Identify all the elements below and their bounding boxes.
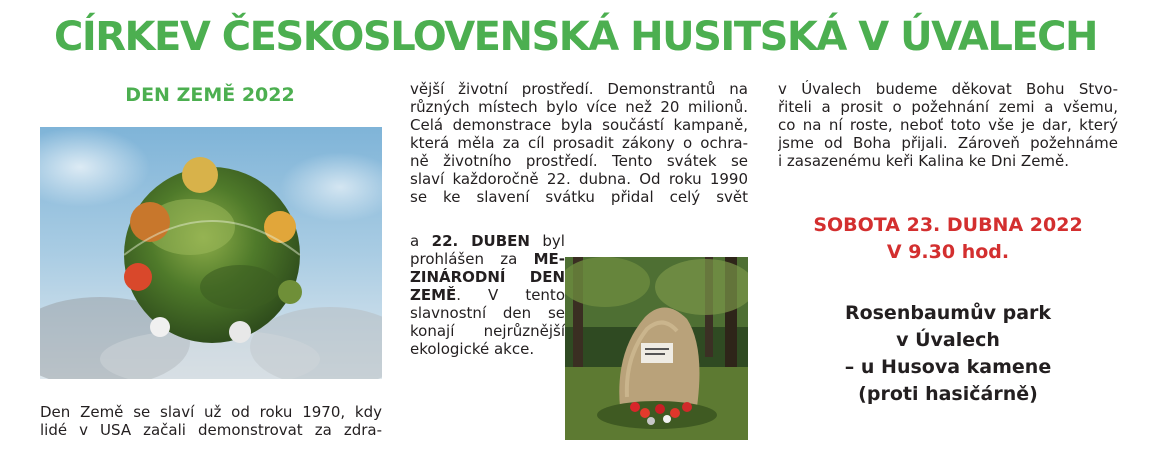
event-place [778,300,1118,408]
text-line: v Úvalech budeme děkovat Bohu Stvo- [778,80,1118,98]
text-line: Celá demonstrace byla součástí kampaně, [410,116,748,134]
text-line: prohlášen za ME- [410,250,565,268]
highlight-title: ZINÁRODNÍ DEN [410,268,565,286]
text-line: lidé v USA začali demonstrovat za zdra- [40,421,382,439]
place-line: v Úvalech [896,329,1000,351]
text-line: slaví každoročně 22. dubna. Od roku 1990 [410,170,748,188]
text-line: vější životní prostředí. Demonstrantů na [410,80,748,98]
article-wrapped-text [410,232,565,358]
text-line: řiteli a prosit o požehnání zemi a všemu, [778,98,1118,116]
text-line: i zasazenému keři Kalina ke Dni Země. [778,152,1070,170]
highlight-title: ME- [533,250,565,268]
text-line: která měla za cíl prosadit zákony o ochra- [410,134,748,152]
highlight-title: ZEMĚ [410,286,457,304]
text-line: konají nejrůznější [410,322,565,340]
text-line: různých místech bylo více než 20 milionů. [410,98,748,116]
text-line: ekologické akce. [410,340,535,358]
article-subtitle: DEN ZEMĚ 2022 [125,84,295,106]
text-line: se ke slavení svátku přidal celý svět [410,188,748,206]
earth-tree-globe-image [40,127,382,379]
article-middle-column [410,80,748,206]
text-line: co na ní roste, neboť toto vše je dar, který [778,116,1118,134]
text-line: ně životního prostředí. Tento svátek se [410,152,748,170]
event-time: V 9.30 hod. [886,241,1010,263]
highlight-date: 22. DUBEN [431,232,530,250]
place-line: – u Husova kamene [844,356,1052,378]
place-line: (proti hasičárně) [858,383,1038,405]
place-line: Rosenbaumův park [844,302,1052,324]
event-date: SOBOTA 23. DUBNA 2022 [813,214,1083,236]
article-intro [40,403,382,439]
text-line: Den Země se slaví už od roku 1970, kdy [40,403,382,421]
text-line: a 22. DUBEN byl [410,232,565,250]
article-right-column [778,80,1118,170]
text-line: ZEMĚ. V tento [410,286,565,304]
text-line: slavnostní den se [410,304,565,322]
hus-stone-photo [565,257,748,440]
text-line: jsme od Boha přijali. Zároveň požehnáme [778,134,1118,152]
text-line [410,268,565,286]
event-datetime [778,212,1118,266]
page-title: CÍRKEV ČESKOSLOVENSKÁ HUSITSKÁ V ÚVALECH [53,14,1097,60]
